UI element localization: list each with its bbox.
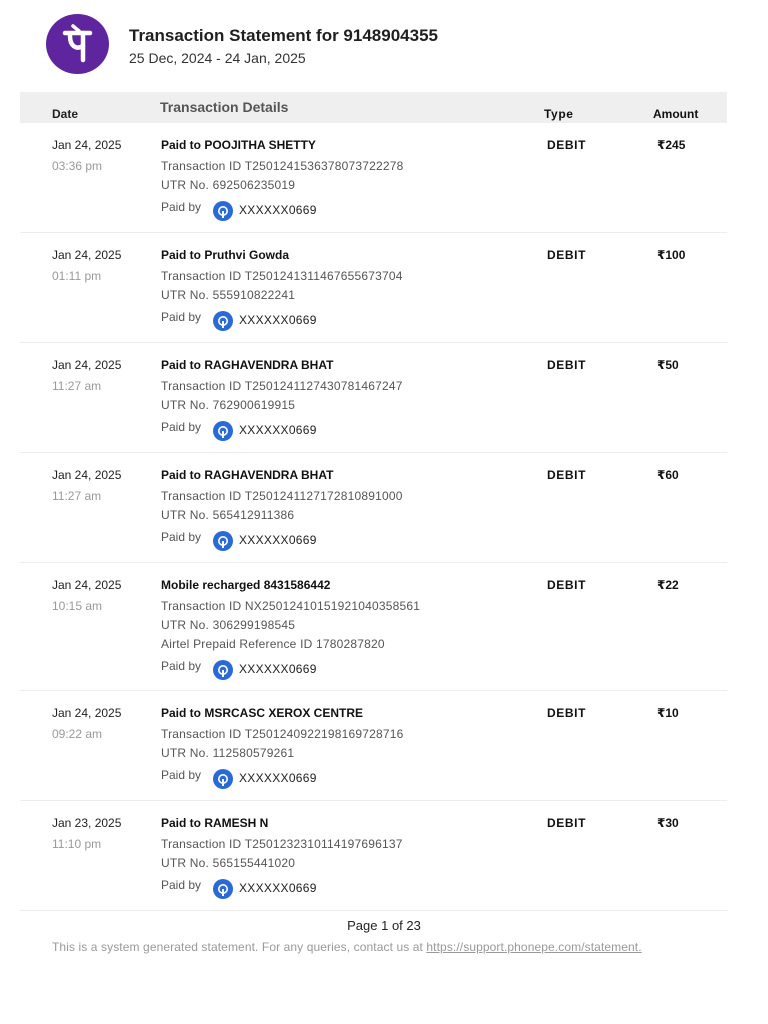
transaction-type: DEBIT xyxy=(547,248,586,262)
utr-number: UTR No. 565155441020 xyxy=(161,856,296,870)
transaction-amount: ₹22 xyxy=(657,578,679,592)
transaction-date: Jan 24, 2025 xyxy=(52,706,122,720)
paid-by-account: XXXXXX0669 xyxy=(239,881,317,895)
transaction-date: Jan 24, 2025 xyxy=(52,248,122,262)
transaction-id: Transaction ID T2501241536378073722278 xyxy=(161,159,404,173)
transaction-date: Jan 24, 2025 xyxy=(52,138,122,152)
bank-logo-icon xyxy=(213,311,233,331)
paid-by-account: XXXXXX0669 xyxy=(239,203,317,217)
transaction-party: Mobile recharged 8431586442 xyxy=(161,578,331,592)
paid-by-label: Paid by xyxy=(161,878,202,892)
transaction-date: Jan 24, 2025 xyxy=(52,358,122,372)
paid-by-account: XXXXXX0669 xyxy=(239,533,317,547)
table-row xyxy=(20,233,727,343)
column-header-details: Transaction Details xyxy=(160,99,289,115)
paid-by-account: XXXXXX0669 xyxy=(239,423,317,437)
transaction-date: Jan 23, 2025 xyxy=(52,816,122,830)
transaction-type: DEBIT xyxy=(547,358,586,372)
utr-number: UTR No. 112580579261 xyxy=(161,746,295,760)
page-indicator: Page 1 of 23 xyxy=(347,918,421,933)
column-header-amount: Amount xyxy=(653,107,699,121)
column-header-date: Date xyxy=(52,107,79,121)
paid-by-label: Paid by xyxy=(161,659,202,673)
column-header-type: Type xyxy=(544,107,574,121)
transaction-time: 01:11 pm xyxy=(52,269,102,283)
footer-note-text: This is a system generated statement. For any queries, contact us at xyxy=(52,940,427,954)
statement-header xyxy=(46,14,726,74)
transaction-id: Transaction ID T2501240922198169728716 xyxy=(161,727,404,741)
transaction-type: DEBIT xyxy=(547,138,586,152)
transaction-time: 10:15 am xyxy=(52,599,103,613)
transaction-amount: ₹60 xyxy=(657,468,679,482)
transaction-amount: ₹100 xyxy=(657,248,686,262)
transaction-type: DEBIT xyxy=(547,578,586,592)
bank-logo-icon xyxy=(213,421,233,441)
reference-id: Airtel Prepaid Reference ID 1780287820 xyxy=(161,637,385,651)
table-row xyxy=(20,801,727,911)
statement-title: Transaction Statement for 9148904355 xyxy=(129,26,438,45)
transaction-date: Jan 24, 2025 xyxy=(52,468,122,482)
paid-by-account: XXXXXX0669 xyxy=(239,313,317,327)
paid-by-account: XXXXXX0669 xyxy=(239,771,317,785)
utr-number: UTR No. 762900619915 xyxy=(161,398,296,412)
transaction-amount: ₹10 xyxy=(657,706,679,720)
phonepe-logo-icon xyxy=(46,14,109,74)
transaction-time: 03:36 pm xyxy=(52,159,103,173)
utr-number: UTR No. 692506235019 xyxy=(161,178,296,192)
transaction-id: Transaction ID NX25012410151921040358561 xyxy=(161,599,421,613)
paid-by-label: Paid by xyxy=(161,310,202,324)
support-link[interactable]: https://support.phonepe.com/statement. xyxy=(426,940,642,954)
bank-logo-icon xyxy=(213,531,233,551)
transaction-id: Transaction ID T2501232310114197696137 xyxy=(161,837,403,851)
transaction-time: 11:27 am xyxy=(52,379,102,393)
transaction-id: Transaction ID T2501241127430781467247 xyxy=(161,379,403,393)
transaction-type: DEBIT xyxy=(547,468,586,482)
paid-by-label: Paid by xyxy=(161,768,202,782)
transaction-list xyxy=(20,123,727,911)
transaction-time: 09:22 am xyxy=(52,727,103,741)
bank-logo-icon xyxy=(213,879,233,899)
bank-logo-icon xyxy=(213,201,233,221)
transaction-type: DEBIT xyxy=(547,816,586,830)
transaction-id: Transaction ID T2501241127172810891000 xyxy=(161,489,403,503)
transaction-party: Paid to MSRCASC XEROX CENTRE xyxy=(161,706,364,720)
utr-number: UTR No. 565412911386 xyxy=(161,508,295,522)
transaction-date: Jan 24, 2025 xyxy=(52,578,122,592)
utr-number: UTR No. 555910822241 xyxy=(161,288,296,302)
bank-logo-icon xyxy=(213,769,233,789)
transaction-party: Paid to RAMESH N xyxy=(161,816,269,830)
bank-logo-icon xyxy=(213,660,233,680)
footer-note xyxy=(52,940,642,954)
table-header xyxy=(20,92,727,123)
paid-by-label: Paid by xyxy=(161,420,202,434)
transaction-amount: ₹245 xyxy=(657,138,686,152)
transaction-party: Paid to RAGHAVENDRA BHAT xyxy=(161,468,334,482)
table-row xyxy=(20,691,727,801)
transaction-party: Paid to POOJITHA SHETTY xyxy=(161,138,316,152)
table-row xyxy=(20,563,727,691)
transaction-time: 11:10 pm xyxy=(52,837,102,851)
transaction-amount: ₹30 xyxy=(657,816,679,830)
transaction-amount: ₹50 xyxy=(657,358,679,372)
paid-by-label: Paid by xyxy=(161,530,202,544)
table-row xyxy=(20,123,727,233)
transaction-time: 11:27 am xyxy=(52,489,102,503)
utr-number: UTR No. 306299198545 xyxy=(161,618,296,632)
paid-by-label: Paid by xyxy=(161,200,202,214)
transaction-party: Paid to Pruthvi Gowda xyxy=(161,248,290,262)
table-row xyxy=(20,453,727,563)
transaction-id: Transaction ID T2501241311467655673704 xyxy=(161,269,403,283)
transaction-type: DEBIT xyxy=(547,706,586,720)
paid-by-account: XXXXXX0669 xyxy=(239,662,317,676)
statement-period: 25 Dec, 2024 - 24 Jan, 2025 xyxy=(129,50,306,66)
table-row xyxy=(20,343,727,453)
transaction-party: Paid to RAGHAVENDRA BHAT xyxy=(161,358,334,372)
